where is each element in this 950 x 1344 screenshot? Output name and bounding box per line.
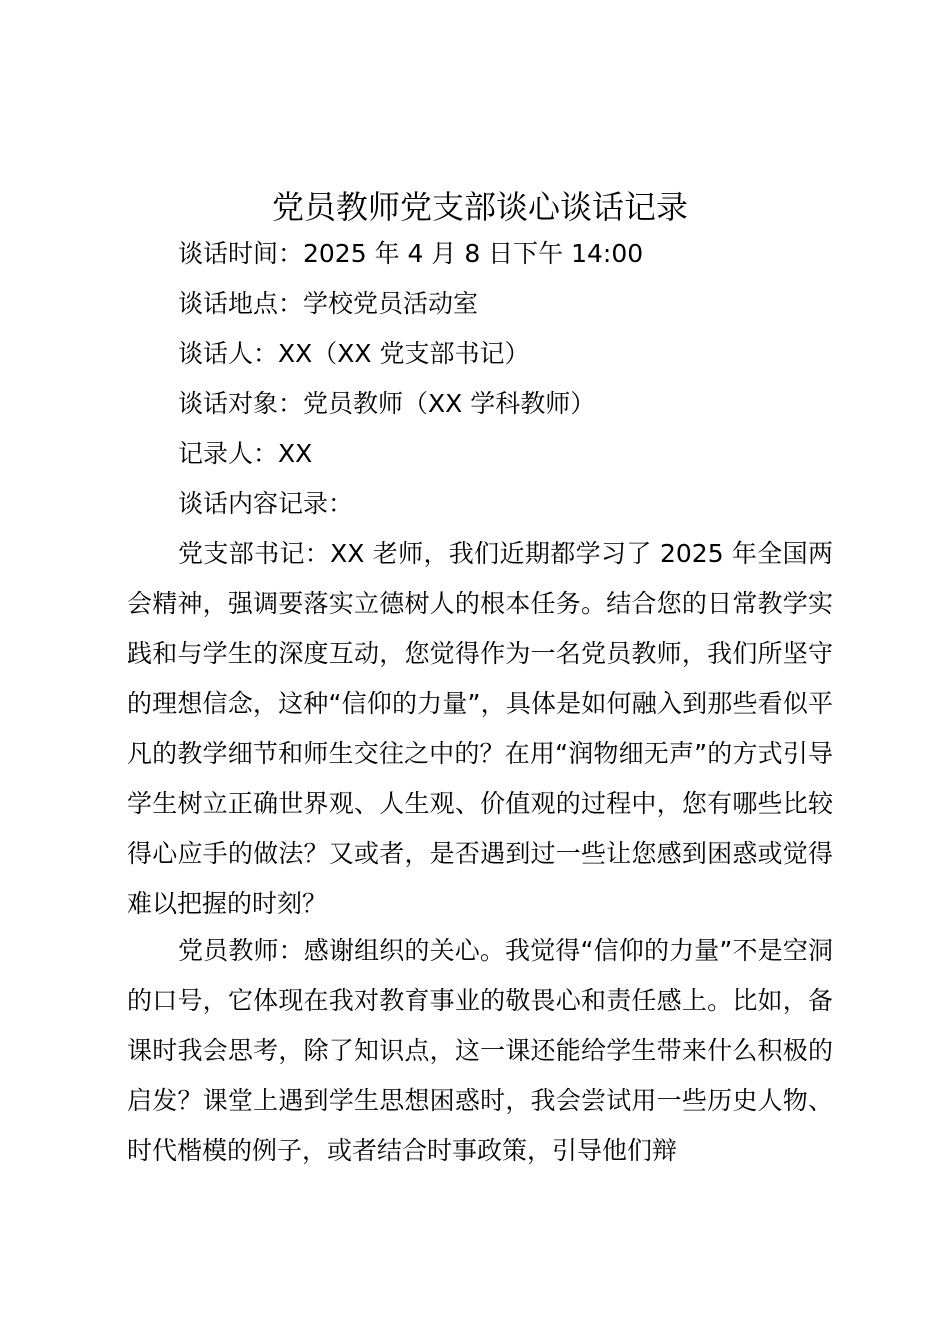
- meta-speaker: 谈话人：XX（XX 党支部书记）: [178, 339, 530, 368]
- document-title: 党员教师党支部谈心谈话记录: [271, 188, 688, 226]
- meta-time: 谈话时间：2025 年 4 月 8 日下午 14:00: [178, 239, 644, 268]
- paragraph-secretary: 党支部书记：XX 老师，我们近期都学习了 2025 年全国两会精神，强调要落实立德树人的根本任务。结合您的日常教学实践和与学生的深度互动，您觉得作为一名党员教师，我们所坚守的理想信念，这种“信仰的力量”，具体是如何融入到那些看似平凡的教学细节和师生交往之中的？在用“润物细无声”的方式引导学生树立正确世界观、人生观、价值观的过程中，您有哪些比较得心应手的做法？又或者，是否遇到过一些让您感到困惑或觉得难以把握的时刻？: [127, 539, 833, 918]
- meta-recorder: 记录人：XX: [178, 439, 313, 468]
- meta-subject: 谈话对象：党员教师（XX 学科教师）: [178, 389, 596, 418]
- meta-location: 谈话地点：学校党员活动室: [178, 289, 479, 318]
- content-heading: 谈话内容记录：: [178, 489, 354, 518]
- paragraph-teacher: 党员教师：感谢组织的关心。我觉得“信仰的力量”不是空洞的口号，它体现在我对教育事业的敬畏心和责任感上。比如，备课时我会思考，除了知识点，这一课还能给学生带来什么积极的启发？课堂上遇到学生思想困惑时，我会尝试用一些历史人物、时代楷模的例子，或者结合时事政策，引导他们辩: [127, 936, 833, 1165]
